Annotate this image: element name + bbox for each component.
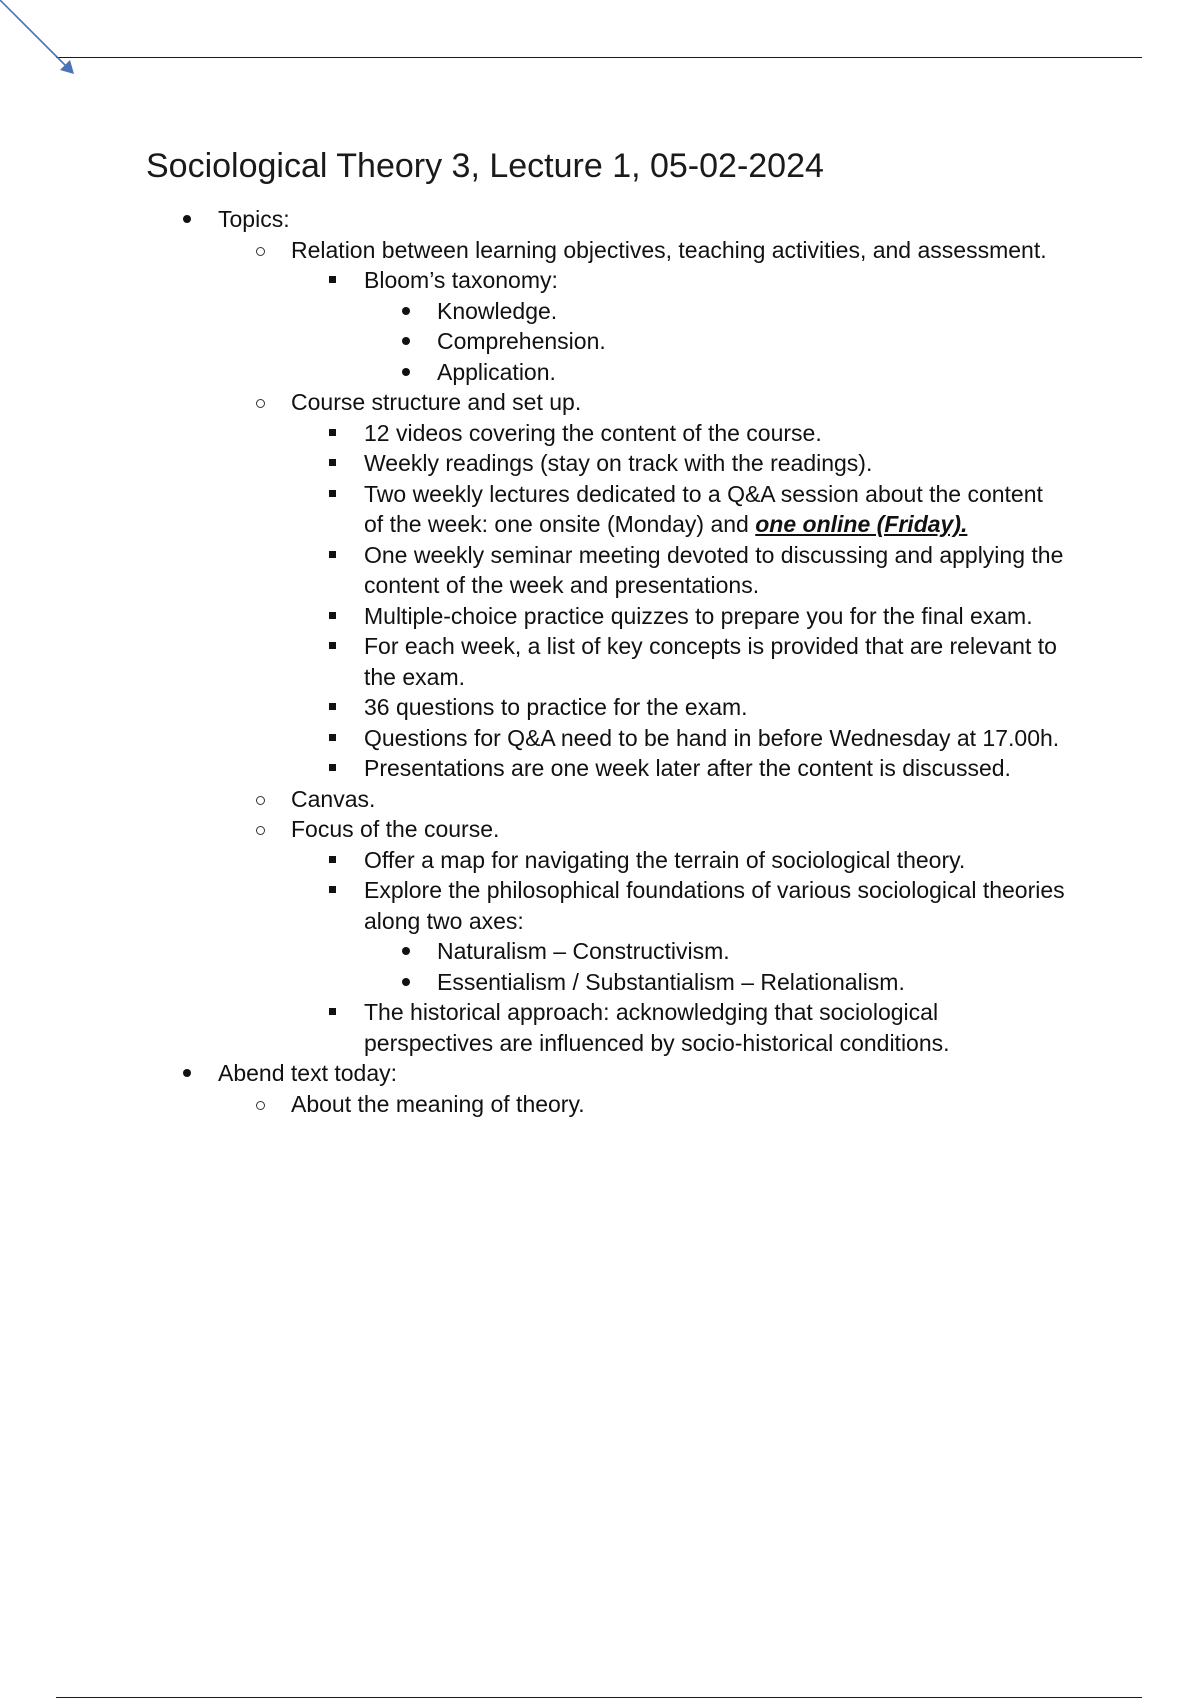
outline-item-label: Naturalism – Constructivism. <box>437 938 730 964</box>
outline-list <box>146 204 1066 1119</box>
emphasized-text: one online (Friday). <box>755 511 968 537</box>
outline-item-label: Course structure and set up. <box>291 389 582 415</box>
outline-item-text <box>364 418 1066 449</box>
outline-item-level-3 <box>146 265 1066 296</box>
outline-item-label: Essentialism / Substantialism – Relationalism. <box>437 968 905 995</box>
outline-item-level-3 <box>146 875 1066 936</box>
outline-item-label: 36 questions to practice for the exam. <box>364 694 748 720</box>
bullet-disc-icon <box>183 215 191 223</box>
outline-item-level-3 <box>146 540 1066 601</box>
outline-item-label: Questions for Q&A need to be hand in before Wednesday at 17.00h. <box>364 724 1060 751</box>
outline-item-text <box>291 814 1066 845</box>
outline-item-label: Canvas. <box>291 785 376 812</box>
outline-item-level-1 <box>146 204 1066 235</box>
outline-item-label: 12 videos covering the content of the course. <box>364 419 822 446</box>
document-title: Sociological Theory 3, Lecture 1, 05-02-2024 <box>146 147 824 185</box>
bullet-square-icon <box>329 490 336 497</box>
outline-item-text <box>437 936 1066 967</box>
outline-item-text <box>364 540 1066 601</box>
bullet-square-icon <box>329 551 336 558</box>
outline-item-level-4 <box>146 936 1066 967</box>
bullet-square-icon <box>329 734 336 741</box>
bullet-circle-icon <box>256 399 265 408</box>
outline-item-level-1 <box>146 1058 1066 1089</box>
bullet-disc-icon <box>402 337 410 345</box>
outline-item-label: Application. <box>437 358 556 385</box>
bullet-square-icon <box>329 764 336 771</box>
bullet-square-icon <box>329 703 336 710</box>
bullet-disc-icon <box>183 1069 191 1077</box>
outline-item-text <box>218 1058 1066 1089</box>
bullet-square-icon <box>329 886 336 893</box>
outline-item-text <box>364 753 1066 784</box>
outline-item-text <box>437 967 1066 998</box>
outline-item-level-4 <box>146 296 1066 327</box>
outline-item-level-4 <box>146 326 1066 357</box>
bullet-disc-icon <box>402 947 410 955</box>
outline-item-label: Two weekly lectures dedicated to a Q&A session about the content of the week: one onsite (Monday) and <box>364 480 1043 537</box>
outline-item-label: One weekly seminar meeting devoted to discussing and applying the content of the week and presentations. <box>364 541 1064 598</box>
outline-item-level-3 <box>146 479 1066 540</box>
outline-item-text <box>364 997 1066 1058</box>
outline-item-level-2 <box>146 784 1066 815</box>
outline-item-level-4 <box>146 967 1066 998</box>
outline-item-text <box>364 845 1066 876</box>
outline-item-text <box>291 1089 1066 1120</box>
outline-item-label: Topics: <box>218 206 290 232</box>
bullet-disc-icon <box>402 307 410 315</box>
outline-item-text <box>437 296 1066 327</box>
bullet-square-icon <box>329 642 336 649</box>
bullet-circle-icon <box>256 1101 265 1110</box>
bullet-disc-icon <box>402 368 410 376</box>
outline-item-label: Knowledge. <box>437 297 558 324</box>
outline-item-label: Multiple-choice practice quizzes to prepare you for the final exam. <box>364 602 1033 629</box>
document-body <box>146 142 1066 1119</box>
outline-item-text <box>364 631 1066 692</box>
outline-item-label: Offer a map for navigating the terrain of sociological theory. <box>364 846 966 873</box>
outline-item-text <box>437 357 1066 388</box>
outline-item-level-2 <box>146 387 1066 418</box>
outline-item-text <box>364 875 1066 936</box>
outline-item-label: Comprehension. <box>437 328 606 354</box>
outline-item-label: Weekly readings (stay on track with the readings). <box>364 450 873 476</box>
outline-item-text <box>364 265 1066 296</box>
corner-arrow-icon <box>0 0 90 80</box>
bullet-square-icon <box>329 612 336 619</box>
outline-item-level-3 <box>146 845 1066 876</box>
page-header-rule <box>56 57 1142 58</box>
bullet-square-icon <box>329 429 336 436</box>
bullet-square-icon <box>329 856 336 863</box>
outline-item-level-3 <box>146 631 1066 692</box>
outline-item-text <box>291 784 1066 815</box>
outline-item-text <box>291 235 1066 266</box>
outline-item-level-3 <box>146 997 1066 1058</box>
outline-item-text <box>364 723 1066 754</box>
outline-item-label: Presentations are one week later after the content is discussed. <box>364 755 1011 781</box>
outline-item-label: The historical approach: acknowledging that sociological perspectives are influenced by socio-historical conditions. <box>364 999 950 1056</box>
bullet-circle-icon <box>256 826 265 835</box>
outline-item-text <box>364 479 1066 540</box>
outline-item-label: Abend text today: <box>218 1060 398 1086</box>
outline-item-label: Bloom’s taxonomy: <box>364 267 558 293</box>
bullet-square-icon <box>329 276 336 283</box>
bullet-circle-icon <box>256 247 265 256</box>
outline-item-level-2 <box>146 1089 1066 1120</box>
page-footer-rule <box>56 1697 1142 1698</box>
outline-item-level-4 <box>146 357 1066 388</box>
bullet-square-icon <box>329 459 336 466</box>
outline-item-text <box>364 448 1066 479</box>
outline-item-label: About the meaning of theory. <box>291 1090 585 1117</box>
outline-item-text <box>291 387 1066 418</box>
outline-item-text <box>218 204 1066 235</box>
outline-item-level-3 <box>146 601 1066 632</box>
outline-item-label: Relation between learning objectives, teaching activities, and assessment. <box>291 236 1047 263</box>
outline-item-level-3 <box>146 753 1066 784</box>
outline-item-level-3 <box>146 723 1066 754</box>
outline-item-level-2 <box>146 814 1066 845</box>
outline-item-label: Focus of the course. <box>291 816 500 842</box>
outline-item-level-3 <box>146 692 1066 723</box>
outline-item-text <box>364 601 1066 632</box>
outline-item-label: For each week, a list of key concepts is provided that are relevant to the exam. <box>364 633 1057 690</box>
outline-item-level-3 <box>146 448 1066 479</box>
bullet-disc-icon <box>402 978 410 986</box>
outline-item-level-2 <box>146 235 1066 266</box>
bullet-square-icon <box>329 1008 336 1015</box>
bullet-circle-icon <box>256 796 265 805</box>
outline-item-label: Explore the philosophical foundations of various sociological theories along two axes: <box>364 877 1065 934</box>
outline-item-level-3 <box>146 418 1066 449</box>
outline-item-text <box>364 692 1066 723</box>
outline-item-text <box>437 326 1066 357</box>
